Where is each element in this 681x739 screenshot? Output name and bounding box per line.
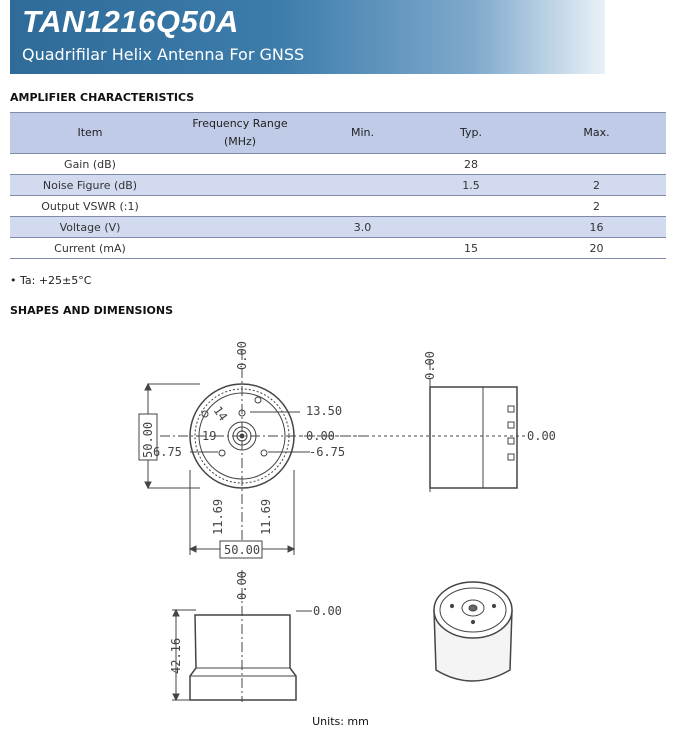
dim-r-6-75-left: 6.75 <box>153 445 182 459</box>
cell-min: 3.0 <box>310 217 415 238</box>
side-view <box>300 360 525 492</box>
table-header-row <box>10 113 666 154</box>
dim-center-zero: 0.00 <box>306 429 335 443</box>
dim-width-50: 50.00 <box>224 543 261 557</box>
dim-height-50: 50.00 <box>141 421 155 458</box>
col-typ: Typ. <box>415 113 527 154</box>
product-subtitle: Quadrifilar Helix Antenna For GNSS <box>22 45 305 64</box>
dim-side-zero-top: 0.00 <box>423 351 437 380</box>
dim-front-zero-top: 0.00 <box>235 571 249 600</box>
cell-item: Voltage (V) <box>10 217 170 238</box>
cell-freq <box>170 217 310 238</box>
dim-side-zero-right: 0.00 <box>527 429 556 443</box>
dim-d-19: 19 <box>202 429 217 443</box>
mechanical-drawing <box>0 330 681 710</box>
col-frequency-line1: Frequency Range <box>192 117 288 130</box>
col-frequency <box>170 113 310 154</box>
cell-max: 2 <box>527 175 666 196</box>
header-banner <box>10 0 605 74</box>
dim-y-11-69-right: 11.69 <box>259 498 273 535</box>
table-row <box>10 238 666 259</box>
col-frequency-line2: (MHz) <box>223 135 257 148</box>
col-item: Item <box>10 113 170 154</box>
cell-freq <box>170 238 310 259</box>
cell-max: 16 <box>527 217 666 238</box>
table-row <box>10 175 666 196</box>
cell-min <box>310 175 415 196</box>
dim-front-zero-right: 0.00 <box>313 604 342 618</box>
cell-max: 20 <box>527 238 666 259</box>
cell-item: Noise Figure (dB) <box>10 175 170 196</box>
cell-min <box>310 238 415 259</box>
cell-min <box>310 196 415 217</box>
units-label: Units: mm <box>312 715 369 728</box>
shapes-heading: SHAPES AND DIMENSIONS <box>10 304 174 317</box>
table-row <box>10 154 666 175</box>
dim-front-height: 42.16 <box>169 637 183 674</box>
cell-max <box>527 154 666 175</box>
cell-typ: 15 <box>415 238 527 259</box>
cell-freq <box>170 196 310 217</box>
dim-r-13-50: 13.50 <box>306 404 343 418</box>
table-row <box>10 217 666 238</box>
amplifier-heading: AMPLIFIER CHARACTERISTICS <box>10 91 195 104</box>
dim-y-11-69-left: 11.69 <box>211 498 225 535</box>
temperature-note: • Ta: +25±5°C <box>10 274 92 287</box>
amplifier-table <box>10 112 666 259</box>
col-min: Min. <box>310 113 415 154</box>
col-max: Max. <box>527 113 666 154</box>
cell-freq <box>170 154 310 175</box>
cell-typ <box>415 196 527 217</box>
dim-top-zero: 0.00 <box>235 341 249 370</box>
dim-d-14: 14 <box>210 403 231 424</box>
cell-typ: 28 <box>415 154 527 175</box>
cell-typ: 1.5 <box>415 175 527 196</box>
cell-item: Gain (dB) <box>10 154 170 175</box>
dim-r-6-75-right: -6.75 <box>309 445 346 459</box>
cell-max: 2 <box>527 196 666 217</box>
cell-typ <box>415 217 527 238</box>
cell-min <box>310 154 415 175</box>
cell-freq <box>170 175 310 196</box>
isometric-view <box>434 582 512 681</box>
cell-item: Output VSWR (:1) <box>10 196 170 217</box>
table-row <box>10 196 666 217</box>
product-title: TAN1216Q50A <box>22 4 239 39</box>
cell-item: Current (mA) <box>10 238 170 259</box>
temperature-note-text: Ta: +25±5°C <box>20 274 92 287</box>
